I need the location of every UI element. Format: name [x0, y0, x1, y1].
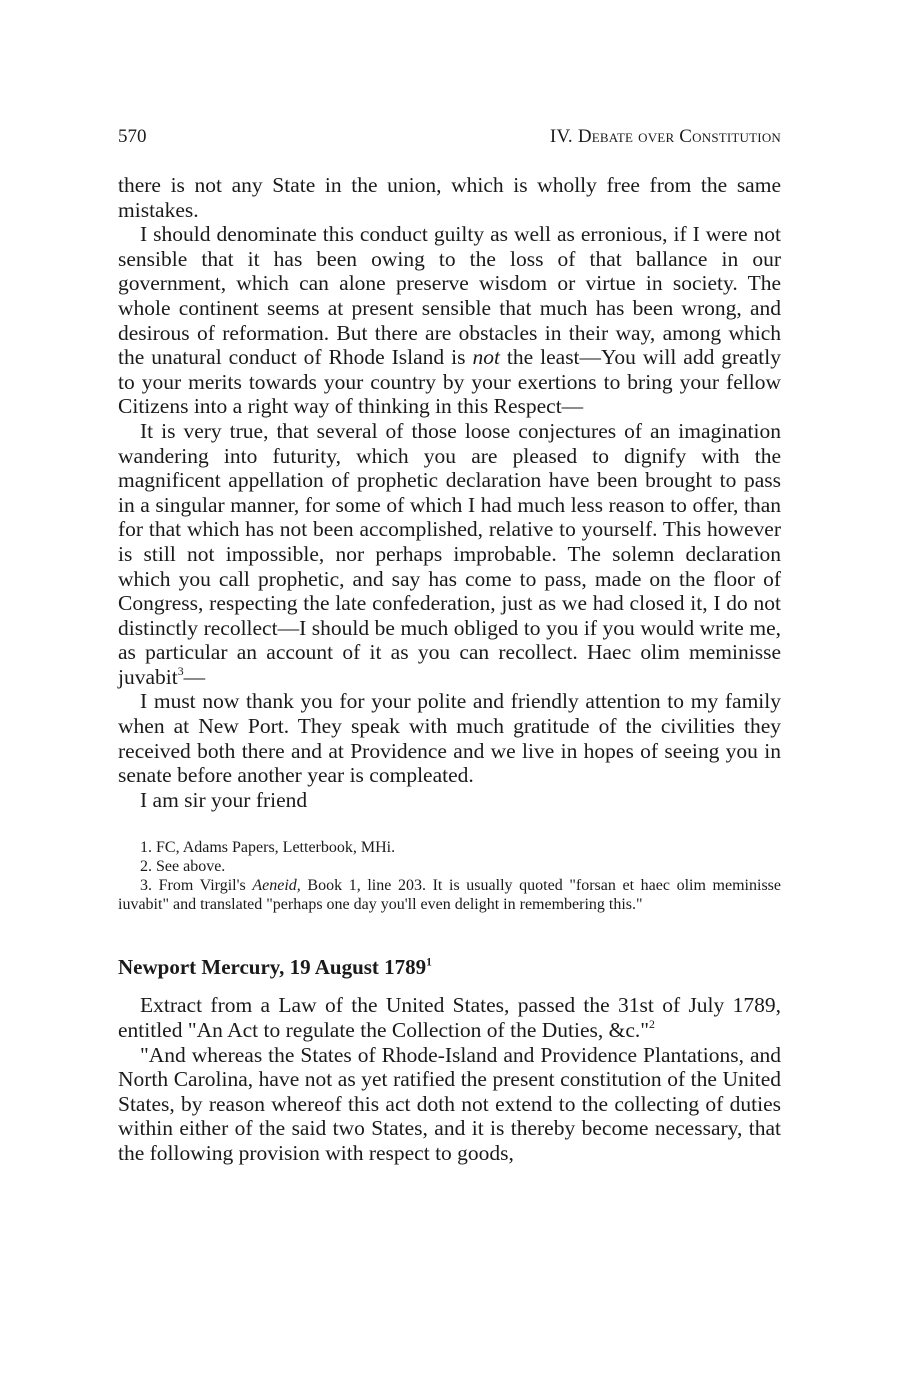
footnote-reference: 3 [177, 664, 184, 679]
section-paragraph [118, 993, 781, 1042]
section-body [118, 993, 781, 1165]
section-paragraph: "And whereas the States of Rhode-Island and Providence Plantations, and North Carolina, have not as yet ratified the present constitution of the United States, by reason whereof this act doth not extend to the collecting of duties within either of the said two States, and it is thereby become necessary, that the following provision with respect to goods, [118, 1042, 781, 1165]
letter-paragraph [118, 222, 781, 419]
footnote: 2. See above. [140, 858, 226, 876]
emphasis-text: not [472, 345, 500, 370]
running-title: IV. Debate over Constitution [549, 126, 781, 147]
footnote-text: 3. From Virgil's [140, 877, 253, 895]
letter-closing: I am sir your friend [140, 787, 308, 812]
letter-paragraph: there is not any State in the union, which is wholly free from the same mistakes. [118, 173, 781, 222]
footnote-reference: 2 [649, 1017, 655, 1032]
paragraph-text: Extract from a Law of the United States, passed the 31st of July 1789, entitled "An Act to regulate the Collection of the Duties, &c." [118, 993, 781, 1043]
running-head [118, 126, 781, 152]
letter-paragraph: I must now thank you for your polite and friendly attention to my family when at New Port. They speak with much gratitude of the civilities they received both there and at Providence and we live in hopes of seeing you in senate before another year is compleated. [118, 689, 781, 788]
section-heading-text: Newport Mercury, 19 August 1789 [118, 955, 427, 980]
paragraph-text: the least—You will add greatly to your merits towards your country by your exertions to bring your fellow Citizens into a right way of thinking in this Respect— [118, 345, 781, 419]
footnote: 1. FC, Adams Papers, Letterbook, MHi. [140, 839, 396, 857]
page-number: 570 [118, 126, 147, 147]
footnotes [118, 838, 781, 914]
section-heading [118, 954, 781, 980]
document-page [118, 126, 781, 1166]
work-title: Aeneid, [252, 877, 301, 895]
footnote-reference: 1 [426, 956, 432, 969]
letter-body [118, 173, 781, 812]
footnote [118, 876, 781, 914]
paragraph-text: I should denominate this conduct guilty as well as erronious, if I were not sensible that it has been owing to the loss of that ballance in our government, which can alone preserve wisdom or virtue in society. The whole continent seems at present sensible that much has been wrong, and desirous of reformation. But there are obstacles in their way, among which the unatural conduct of Rhode Island is [118, 222, 781, 370]
footnote-text: Book 1, line 203. It is usually quoted "forsan et haec olim meminisse iuvabit" and translated "perhaps one day you'll even delight in remembering this." [118, 877, 781, 914]
paragraph-text: — [183, 664, 206, 689]
paragraph-text: It is very true, that several of those loose conjectures of an imagination wandering into futurity, which you are pleased to dignify with the magnificent appellation of prophetic declaration have been brought to pass in a singular manner, for some of which I had much less reason to offer, than for that which has not been accomplished, relative to yourself. This however is still not impossible, nor perhaps improbable. The solemn declaration which you call prophetic, and say has come to pass, made on the floor of Congress, respecting the late confederation, just as we had closed it, I do not distinctly recollect—I should be much obliged to you if you would write me, as particular an account of it as you can recollect. Haec olim meminisse juvabit [118, 418, 781, 689]
letter-paragraph [118, 419, 781, 690]
